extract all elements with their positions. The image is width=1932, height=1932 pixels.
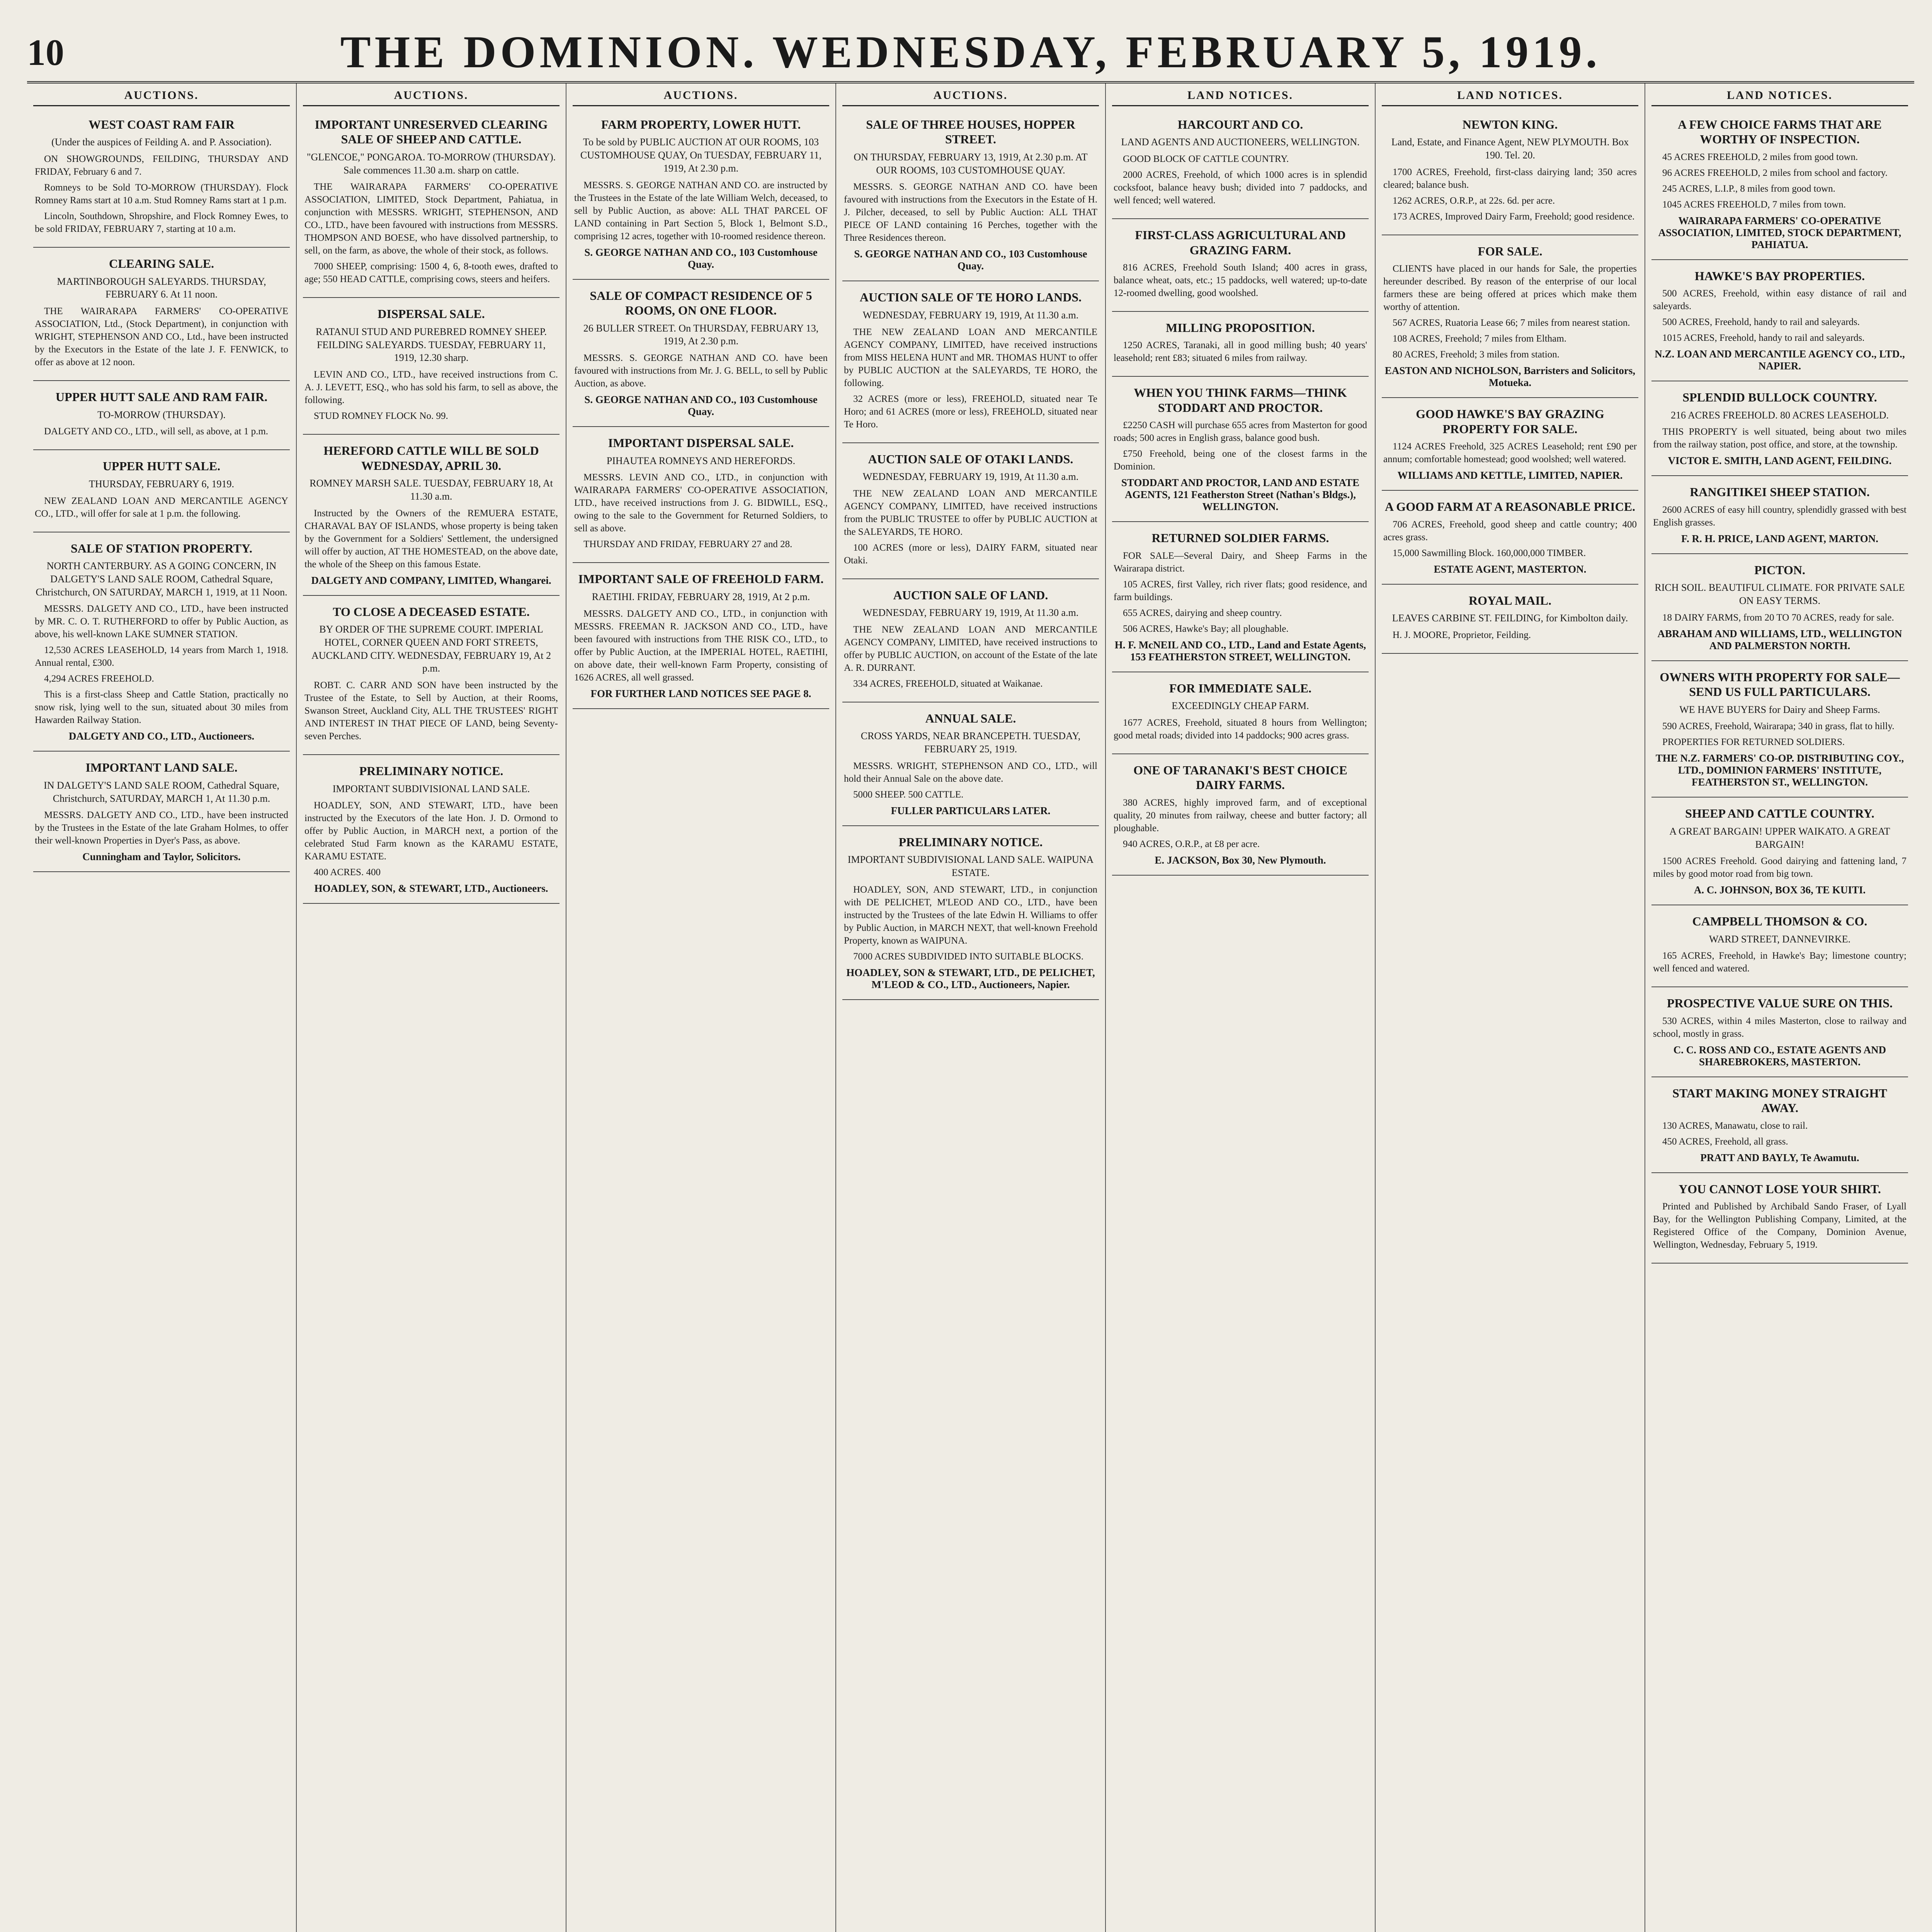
ad-title: IMPORTANT SALE OF FREEHOLD FARM.: [578, 572, 824, 586]
ad-title: GOOD HAWKE'S BAY GRAZING PROPERTY FOR SALE.: [1416, 407, 1604, 436]
ad-title: FOR IMMEDIATE SALE.: [1169, 681, 1312, 695]
ad-title: A GOOD FARM AT A REASONABLE PRICE.: [1384, 500, 1636, 514]
ad-paragraph: 45 ACRES FREEHOLD, 2 miles from good town.: [1662, 151, 1858, 162]
ad-paragraph: 96 ACRES FREEHOLD, 2 miles from school and factory.: [1662, 167, 1888, 178]
ad-paragraph: 500 ACRES, Freehold, within easy distance of rail and saleyards.: [1653, 288, 1906, 312]
ad-body: [844, 180, 1097, 244]
newspaper-title: THE DOMINION. WEDNESDAY, FEBRUARY 5, 1919.: [340, 27, 1601, 77]
ad-title: FIRST-CLASS AGRICULTURAL AND GRAZING FARM.: [1135, 228, 1346, 257]
ad-subtitle: IN DALGETY'S LAND SALE ROOM, Cathedral Square, Christchurch, SATURDAY, MARCH 1, At 11.30 p.m.: [44, 779, 279, 804]
advertisement: [1112, 380, 1369, 522]
ad-body: [574, 471, 828, 551]
advertisement: [1651, 263, 1908, 381]
ad-body: [35, 305, 288, 369]
ad-paragraph: 506 ACRES, Hawke's Bay; all ploughable.: [1123, 623, 1289, 634]
ad-paragraph: STUD ROMNEY FLOCK No. 99.: [314, 411, 448, 422]
column-header: AUCTIONS.: [573, 89, 829, 106]
ad-body: [574, 179, 828, 243]
page-number: 10: [27, 31, 64, 73]
ad-title: SALE OF THREE HOUSES, HOPPER STREET.: [866, 117, 1075, 146]
ad-body: [844, 487, 1097, 567]
ad-paragraph: £2250 CASH will purchase 655 acres from Masterton for good roads; 500 acres in English grass, balance good bush.: [1114, 420, 1367, 444]
ad-body: [574, 352, 828, 390]
ad-paragraph: 530 ACRES, within 4 miles Masterton, close to railway and school, mostly in grass.: [1653, 1015, 1906, 1039]
ad-title: FARM PROPERTY, LOWER HUTT.: [601, 117, 801, 131]
ad-subtitle: MARTINBOROUGH SALEYARDS. THURSDAY, FEBRUARY 6. At 11 noon.: [57, 276, 266, 300]
ad-subtitle: IMPORTANT SUBDIVISIONAL LAND SALE.: [332, 783, 530, 794]
ad-title: HEREFORD CATTLE WILL BE SOLD WEDNESDAY, APRIL 30.: [323, 444, 539, 473]
advertisement: [842, 446, 1099, 579]
ad-body: [1114, 339, 1367, 364]
advertisement: [303, 758, 560, 904]
ad-signature: ABRAHAM AND WILLIAMS, LTD., WELLINGTON AND PALMERSTON NORTH.: [1657, 628, 1902, 651]
ad-subtitle: RICH SOIL. BEAUTIFUL CLIMATE. FOR PRIVATE SALE ON EASY TERMS.: [1655, 582, 1905, 606]
ad-paragraph: THE WAIRARAPA FARMERS' CO-OPERATIVE ASSOCIATION, LIMITED, Stock Department, Pahiatua, in conjunction with MESSRS. WRIGHT, STEPHENSON, AND CO., LTD., have been favoured with instructions from MESSRS. THOMPSON AND BOESE, who have dissolved partnership, to sell, on the farm, as above, the whole of their stock, as follows.: [304, 182, 558, 256]
ad-body: [1653, 151, 1906, 211]
ad-subtitle: EXCEEDINGLY CHEAP FARM.: [1172, 700, 1309, 711]
ad-title: OWNERS WITH PROPERTY FOR SALE—SEND US FULL PARTICULARS.: [1660, 670, 1900, 699]
ad-title: SALE OF STATION PROPERTY.: [70, 541, 253, 555]
ad-paragraph: 2600 ACRES of easy hill country, splendidly grassed with best English grasses.: [1653, 504, 1906, 528]
ad-paragraph: 1500 ACRES Freehold. Good dairying and fattening land, 7 miles by good motor road from big town.: [1653, 856, 1906, 879]
advertisement: [842, 112, 1099, 281]
ad-body: [35, 425, 288, 438]
ad-paragraph: 380 ACRES, highly improved farm, and of exceptional quality, 20 minutes from railway, cheese and butter factory; all ploughable.: [1114, 797, 1367, 833]
ad-paragraph: MESSRS. DALGETY AND CO., LTD., have been instructed by the Trustees in the Estate of the late Graham Holmes, to offer their well-known Properties in Dyer's Pass, as above.: [35, 810, 288, 846]
ad-title: TO CLOSE A DECEASED ESTATE.: [333, 604, 530, 619]
ad-body: [35, 809, 288, 847]
ad-signature: PRATT AND BAYLY, Te Awamutu.: [1700, 1151, 1859, 1163]
ad-paragraph: 7000 SHEEP, comprising: 1500 4, 6, 8-tooth ewes, drafted to age; 550 HEAD CATTLE, comprising cows, steers and heifers.: [304, 261, 558, 285]
ad-body: [1653, 287, 1906, 344]
ad-paragraph: DALGETY AND CO., LTD., will sell, as above, at 1 p.m.: [44, 426, 269, 437]
ad-title: HARCOURT AND CO.: [1177, 117, 1303, 131]
ad-title: PROSPECTIVE VALUE SURE ON THIS.: [1667, 996, 1893, 1010]
ad-paragraph: 15,000 Sawmilling Block. 160,000,000 TIMBER.: [1393, 548, 1586, 558]
ad-body: [35, 153, 288, 235]
column-header: LAND NOTICES.: [1382, 89, 1638, 106]
ad-body: [844, 623, 1097, 690]
ad-paragraph: 334 ACRES, FREEHOLD, situated at Waikanae.: [853, 678, 1043, 689]
advertisement: [1382, 401, 1638, 491]
ad-body: [1653, 425, 1906, 451]
masthead: [27, 23, 1914, 83]
ad-paragraph: MESSRS. DALGETY AND CO., LTD., in conjunction with MESSRS. FREEMAN R. JACKSON AND CO., LTD., have been favoured with instructions from THE RISK CO., LTD., to offer by Public Auction, at the IMPERIAL HOTEL, RAETIHI, on above date, their well-known Farm Property, consisting of 1626 ACRES, all well grassed.: [574, 608, 828, 683]
advertisement: [303, 438, 560, 595]
ad-signature: C. C. ROSS AND CO., ESTATE AGENTS AND SHAREBROKERS, MASTERTON.: [1673, 1044, 1886, 1068]
ad-signature: VICTOR E. SMITH, LAND AGENT, FEILDING.: [1668, 455, 1892, 467]
ad-signature: WILLIAMS AND KETTLE, LIMITED, NAPIER.: [1397, 469, 1623, 481]
ad-signature: S. GEORGE NATHAN AND CO., 103 Customhouse Quay.: [584, 394, 818, 418]
column-3: [566, 83, 836, 1932]
ad-body: [1653, 949, 1906, 975]
ad-paragraph: 590 ACRES, Freehold, Wairarapa; 340 in grass, flat to hilly.: [1662, 721, 1895, 732]
ad-paragraph: MESSRS. S. GEORGE NATHAN AND CO. have been favoured with instructions from Mr. J. G. BELL, to sell by Public Auction, as above.: [574, 353, 828, 389]
ad-title: YOU CANNOT LOSE YOUR SHIRT.: [1679, 1182, 1881, 1196]
ad-signature: Cunningham and Taylor, Solicitors.: [82, 851, 241, 863]
ad-title: PRELIMINARY NOTICE.: [898, 835, 1043, 849]
advertisement: [1112, 315, 1369, 377]
ad-body: [1653, 1015, 1906, 1040]
ad-title: MILLING PROPOSITION.: [1166, 320, 1315, 335]
ad-paragraph: 1045 ACRES FREEHOLD, 7 miles from town.: [1662, 199, 1846, 210]
column-header: AUCTIONS.: [33, 89, 290, 106]
ad-paragraph: 130 ACRES, Manawatu, close to rail.: [1662, 1120, 1808, 1131]
ad-subtitle: 26 BULLER STREET. On THURSDAY, FEBRUARY 13, 1919, At 2.30 p.m.: [583, 322, 819, 347]
column-2: [297, 83, 566, 1932]
advertisement: [842, 284, 1099, 443]
ad-paragraph: 105 ACRES, first Valley, rich river flats; good residence, and farm buildings.: [1114, 579, 1367, 602]
column-4: [836, 83, 1106, 1932]
advertisement: [1651, 1176, 1908, 1264]
ad-signature: THE N.Z. FARMERS' CO-OP. DISTRIBUTING COY., LTD., DOMINION FARMERS' INSTITUTE, FEATHERSTON ST., WELLINGTON.: [1655, 752, 1904, 788]
ad-subtitle: LEAVES CARBINE ST. FEILDING, for Kimbolton daily.: [1392, 612, 1628, 624]
ad-signature: EASTON AND NICHOLSON, Barristers and Solicitors, Motueka.: [1384, 365, 1636, 389]
advertisement: [1651, 801, 1908, 905]
ad-body: [1653, 1200, 1906, 1251]
advertisement: [1651, 384, 1908, 476]
ad-paragraph: 706 ACRES, Freehold, good sheep and cattle country; 400 acres grass.: [1383, 519, 1637, 543]
advertisement: [33, 536, 290, 752]
ad-subtitle: WEDNESDAY, FEBRUARY 19, 1919, At 11.30 a.m.: [862, 471, 1079, 482]
ad-paragraph: HOADLEY, SON, AND STEWART, LTD., have been instructed by the Executors of the late Hon. J. D. Ormond to offer by Public Auction, in MARCH next, a portion of the celebrated Stud Farm known as the KARAMU ESTATE, KARAMU ESTATE.: [304, 800, 558, 862]
ad-title: HAWKE'S BAY PROPERTIES.: [1694, 269, 1865, 283]
ad-subtitle: THURSDAY, FEBRUARY 6, 1919.: [88, 478, 235, 490]
advertisement: [1651, 990, 1908, 1077]
ad-title: NEWTON KING.: [1462, 117, 1558, 131]
ad-title: A FEW CHOICE FARMS THAT ARE WORTHY OF INSPECTION.: [1678, 117, 1882, 146]
ad-signature: F. R. H. PRICE, LAND AGENT, MARTON.: [1681, 532, 1879, 544]
ad-paragraph: MESSRS. DALGETY AND CO., LTD., have been instructed by MR. C. O. T. RUTHERFORD to offer by Public Auction, as above, his well-known LAKE SUMNER STATION.: [35, 604, 288, 640]
ad-title: UPPER HUTT SALE.: [102, 459, 221, 473]
ad-paragraph: Printed and Published by Archibald Sando Fraser, of Lyall Bay, for the Wellington Publishing Company, Limited, at the Registered Office of the Company, Dominion Avenue, Wellington, Wednesday, February 5, 1919.: [1653, 1201, 1906, 1250]
advertisement: [303, 599, 560, 755]
ad-paragraph: 400 ACRES. 400: [314, 867, 381, 878]
ad-paragraph: 5000 SHEEP. 500 CATTLE.: [853, 789, 964, 800]
ad-subtitle: ON THURSDAY, FEBRUARY 13, 1919, At 2.30 p.m. AT OUR ROOMS, 103 CUSTOMHOUSE QUAY.: [854, 151, 1088, 176]
advertisement: [1112, 222, 1369, 312]
ad-signature: A. C. JOHNSON, BOX 36, TE KUITI.: [1694, 884, 1866, 896]
ad-subtitle: WE HAVE BUYERS for Dairy and Sheep Farms.: [1679, 704, 1880, 715]
ad-paragraph: Lincoln, Southdown, Shropshire, and Flock Romney Ewes, to be sold FRIDAY, FEBRUARY 7, starting at 10 a.m.: [35, 211, 288, 235]
ad-signature: ESTATE AGENT, MASTERTON.: [1434, 563, 1587, 575]
ad-signature: FULLER PARTICULARS LATER.: [891, 804, 1051, 816]
ad-subtitle: WEDNESDAY, FEBRUARY 19, 1919, At 11.30 a.m.: [862, 607, 1079, 619]
ad-paragraph: 7000 ACRES SUBDIVIDED INTO SUITABLE BLOCKS.: [853, 951, 1084, 962]
ad-title: WEST COAST RAM FAIR: [88, 117, 235, 131]
ad-signature: HOADLEY, SON, & STEWART, LTD., Auctioneers.: [314, 883, 548, 895]
ad-subtitle: Land, Estate, and Finance Agent, NEW PLYMOUTH. Box 190. Tel. 20.: [1391, 136, 1629, 161]
ad-paragraph: 32 ACRES (more or less), FREEHOLD, situated near Te Horo; and 61 ACRES (more or less), FREEHOLD, situated near Te Horo.: [844, 393, 1097, 430]
ad-paragraph: 245 ACRES, L.I.P., 8 miles from good town.: [1662, 183, 1835, 194]
ad-body: [844, 326, 1097, 431]
ad-signature: N.Z. LOAN AND MERCANTILE AGENCY CO., LTD., NAPIER.: [1655, 348, 1905, 372]
column-header: AUCTIONS.: [303, 89, 560, 106]
ad-subtitle: NORTH CANTERBURY. AS A GOING CONCERN, IN DALGETY'S LAND SALE ROOM, Cathedral Square, Christchurch, ON SATURDAY, MARCH 1, 1919, at 11 Noon.: [36, 560, 287, 598]
advertisement: [33, 755, 290, 872]
ad-subtitle: (Under the auspices of Feilding A. and P. Association).: [51, 136, 272, 148]
ad-signature: FOR FURTHER LAND NOTICES SEE PAGE 8.: [590, 687, 811, 699]
ad-title: PRELIMINARY NOTICE.: [359, 764, 503, 778]
ad-body: [304, 368, 558, 422]
ad-title: RANGITIKEI SHEEP STATION.: [1690, 485, 1870, 499]
ad-signature: STODDART AND PROCTOR, LAND AND ESTATE AGENTS, 121 Featherston Street (Nathan's Bldgs.), WELLINGTON.: [1121, 477, 1360, 513]
column-header: AUCTIONS.: [842, 89, 1099, 106]
ad-body: [1114, 716, 1367, 742]
ad-paragraph: MESSRS. LEVIN AND CO., LTD., in conjunction with WAIRARAPA FARMERS' CO-OPERATIVE ASSOCIATION, LTD., have received instructions from J. G. BIDWILL, ESQ., owing to the sale to the Government for Returned Soldiers, to sell as above.: [574, 472, 828, 534]
ad-paragraph: 1015 ACRES, Freehold, handy to rail and saleyards.: [1662, 333, 1865, 344]
ad-paragraph: H. J. MOORE, Proprietor, Feilding.: [1393, 629, 1531, 640]
ad-body: [1114, 796, 1367, 850]
ad-paragraph: 500 ACRES, Freehold, handy to rail and saleyards.: [1662, 317, 1860, 328]
advertisement: [573, 566, 829, 709]
ad-paragraph: 450 ACRES, Freehold, all grass.: [1662, 1136, 1788, 1147]
advertisement: [1112, 112, 1369, 219]
ad-title: IMPORTANT DISPERSAL SALE.: [608, 436, 794, 450]
advertisement: [303, 301, 560, 435]
ad-paragraph: 1124 ACRES Freehold, 325 ACRES Leasehold; rent £90 per annum; comfortable homestead; good woolshed; well watered.: [1383, 441, 1637, 465]
ad-body: [304, 679, 558, 743]
ad-body: [1653, 503, 1906, 529]
ad-subtitle: WEDNESDAY, FEBRUARY 19, 1919, At 11.30 a.m.: [862, 309, 1079, 321]
ad-title: SHEEP AND CATTLE COUNTRY.: [1685, 806, 1874, 821]
ad-paragraph: 567 ACRES, Ruatoria Lease 66; 7 miles from nearest station.: [1393, 318, 1630, 328]
ad-paragraph: HOADLEY, SON, AND STEWART, LTD., in conjunction with DE PELICHET, M'LEOD AND CO., LTD., have been instructed by the Trustees of the late Edwin H. Williams to offer by Public Auction, in MARCH NEXT, that well-known Freehold Property, known as WAIPUNA.: [844, 884, 1097, 946]
ad-signature: DALGETY AND COMPANY, LIMITED, Whangarei.: [311, 574, 551, 586]
ad-body: [35, 602, 288, 726]
ad-title: SALE OF COMPACT RESIDENCE OF 5 ROOMS, ON ONE FLOOR.: [590, 288, 812, 318]
ad-title: WHEN YOU THINK FARMS—THINK STODDART AND PROCTOR.: [1134, 386, 1347, 415]
ad-body: [1114, 261, 1367, 299]
advertisement: [1112, 525, 1369, 672]
ad-subtitle: BY ORDER OF THE SUPREME COURT. IMPERIAL HOTEL, CORNER QUEEN AND FORT STREETS, AUCKLAND CITY. WEDNESDAY, FEBRUARY 19, At 2 p.m.: [311, 623, 551, 674]
ad-paragraph: MESSRS. S. GEORGE NATHAN AND CO. are instructed by the Trustees in the Estate of the late William Welch, deceased, to sell by Public Auction, as above: ALL THAT PARCEL OF LAND containing in Part Section 5, Block 1, Belmont S.D., comprising 12 acres, together with 10-roomed residence thereon.: [574, 180, 828, 242]
ad-title: CAMPBELL THOMSON & CO.: [1692, 914, 1867, 929]
ad-body: [1653, 1119, 1906, 1148]
ad-paragraph: £750 Freehold, being one of the closest farms in the Dominion.: [1114, 449, 1367, 472]
ad-title: START MAKING MONEY STRAIGHT AWAY.: [1672, 1086, 1887, 1115]
ad-subtitle: IMPORTANT SUBDIVISIONAL LAND SALE. WAIPUNA ESTATE.: [847, 854, 1094, 879]
ad-title: ANNUAL SALE.: [925, 711, 1016, 725]
ad-paragraph: 4,294 ACRES FREEHOLD.: [44, 673, 154, 684]
ad-body: [304, 180, 558, 286]
ad-signature: HOADLEY, SON & STEWART, LTD., DE PELICHET, M'LEOD & CO., LTD., Auctioneers, Napier.: [846, 966, 1095, 990]
advertisement: [1651, 479, 1908, 554]
ad-signature: E. JACKSON, Box 30, New Plymouth.: [1155, 854, 1326, 866]
column-5: [1106, 83, 1376, 1932]
ad-title: SPLENDID BULLOCK COUNTRY.: [1682, 390, 1877, 405]
ad-body: [35, 495, 288, 520]
column-6: [1376, 83, 1645, 1932]
ad-title: ONE OF TARANAKI'S BEST CHOICE DAIRY FARMS.: [1133, 763, 1347, 792]
ad-body: [844, 760, 1097, 801]
ad-title: CLEARING SALE.: [109, 257, 214, 271]
ad-body: [1114, 153, 1367, 207]
ad-paragraph: 100 ACRES (more or less), DAIRY FARM, situated near Otaki.: [844, 542, 1097, 566]
ad-body: [304, 799, 558, 879]
advertisement: [1382, 112, 1638, 235]
advertisement: [33, 453, 290, 532]
advertisement: [1651, 557, 1908, 661]
ad-body: [1383, 518, 1637, 560]
advertisement: [33, 112, 290, 248]
ad-title: AUCTION SALE OF OTAKI LANDS.: [868, 452, 1073, 466]
ad-paragraph: CLIENTS have placed in our hands for Sale, the properties hereunder described. By reason of the enterprise of our local farmers these are being offered at prices which make them worthy of attention.: [1383, 264, 1637, 313]
ad-paragraph: 1250 ACRES, Taranaki, all in good milling bush; 40 years' leasehold; rent £83; situated 6 miles from railway.: [1114, 340, 1367, 364]
ad-paragraph: 108 ACRES, Freehold; 7 miles from Eltham.: [1393, 333, 1566, 344]
ad-title: PICTON.: [1754, 563, 1805, 577]
ad-subtitle: ROMNEY MARSH SALE. TUESDAY, FEBRUARY 18, At 11.30 a.m.: [310, 477, 553, 502]
ad-body: [844, 883, 1097, 963]
ad-paragraph: 1700 ACRES, Freehold, first-class dairying land; 350 acres cleared; balance bush.: [1383, 167, 1637, 190]
ad-signature: WAIRARAPA FARMERS' CO-OPERATIVE ASSOCIATION, LIMITED, STOCK DEPARTMENT, PAHIATUA.: [1658, 214, 1901, 250]
advertisement: [573, 112, 829, 280]
ad-paragraph: 655 ACRES, dairying and sheep country.: [1123, 607, 1282, 618]
ad-body: [1383, 629, 1637, 641]
ad-paragraph: THE NEW ZEALAND LOAN AND MERCANTILE AGENCY COMPANY, LIMITED, have received instructions from MISS HELENA HUNT and MR. THOMAS HUNT to offer by PUBLIC AUCTION at the SALEYARDS, TE HORO, the following.: [844, 327, 1097, 388]
column-1: [27, 83, 297, 1932]
ad-paragraph: FOR SALE—Several Dairy, and Sheep Farms in the Wairarapa district.: [1114, 550, 1367, 574]
ad-signature: DALGETY AND CO., LTD., Auctioneers.: [68, 730, 255, 742]
ad-title: IMPORTANT UNRESERVED CLEARING SALE OF SHEEP AND CATTLE.: [315, 117, 548, 146]
advertisement: [1382, 494, 1638, 584]
ad-signature: S. GEORGE NATHAN AND CO., 103 Customhouse Quay.: [854, 248, 1087, 272]
ad-paragraph: THE WAIRARAPA FARMERS' CO-OPERATIVE ASSOCIATION, Ltd., (Stock Department), in conjunction with WRIGHT, STEPHENSON AND CO., Ltd., have been instructed by the Executors in the Estate of the late J. F. FENWICK, to offer as above at 12 noon.: [35, 306, 288, 368]
ad-paragraph: 165 ACRES, Freehold, in Hawke's Bay; limestone country; well fenced and watered.: [1653, 951, 1906, 974]
advertisement: [842, 582, 1099, 702]
ad-signature: H. F. McNEIL AND CO., LTD., Land and Estate Agents, 153 FEATHERSTON STREET, WELLINGTON.: [1114, 639, 1366, 663]
ad-paragraph: THURSDAY AND FRIDAY, FEBRUARY 27 and 28.: [583, 539, 793, 550]
ad-paragraph: GOOD BLOCK OF CATTLE COUNTRY.: [1123, 154, 1289, 165]
ad-body: [1383, 262, 1637, 361]
ad-body: [1114, 419, 1367, 473]
ad-title: IMPORTANT LAND SALE.: [85, 760, 238, 775]
ad-paragraph: This is a first-class Sheep and Cattle Station, practically no snow risk, lying well to the sun, situated about 30 miles from Hawarden Railway Station.: [35, 689, 288, 726]
column-header: LAND NOTICES.: [1112, 89, 1369, 106]
ad-subtitle: RATANUI STUD AND PUREBRED ROMNEY SHEEP. FEILDING SALEYARDS. TUESDAY, FEBRUARY 11, 1919, 12.30 sharp.: [316, 326, 547, 364]
advertisement: [1382, 238, 1638, 398]
ad-body: [304, 507, 558, 571]
ad-title: AUCTION SALE OF TE HORO LANDS.: [859, 290, 1082, 304]
ad-body: [1653, 720, 1906, 748]
ad-paragraph: 12,530 ACRES LEASEHOLD, 14 years from March 1, 1918. Annual rental, £300.: [35, 645, 288, 668]
ad-subtitle: To be sold by PUBLIC AUCTION AT OUR ROOMS, 103 CUSTOMHOUSE QUAY, On TUESDAY, FEBRUARY 11, 1919, At 2.30 p.m.: [580, 136, 822, 174]
ad-paragraph: 173 ACRES, Improved Dairy Farm, Freehold; good residence.: [1393, 211, 1635, 222]
ad-paragraph: 1677 ACRES, Freehold, situated 8 hours from Wellington; good metal roads; divided into 14 paddocks; 900 acres grass.: [1114, 717, 1367, 741]
ad-subtitle: TO-MORROW (THURSDAY).: [97, 409, 226, 420]
advertisement: [33, 384, 290, 450]
ad-subtitle: CROSS YARDS, NEAR BRANCEPETH. TUESDAY, FEBRUARY 25, 1919.: [861, 730, 1081, 755]
advertisement: [303, 112, 560, 298]
ad-subtitle: 216 ACRES FREEHOLD. 80 ACRES LEASEHOLD.: [1670, 409, 1889, 421]
ad-paragraph: 940 ACRES, O.R.P., at £8 per acre.: [1123, 838, 1260, 849]
column-7: [1645, 83, 1914, 1932]
advertisement: [1651, 908, 1908, 987]
ad-title: ROYAL MAIL.: [1469, 593, 1551, 607]
ad-body: [574, 607, 828, 684]
advertisement: [1382, 588, 1638, 654]
ad-subtitle: RAETIHI. FRIDAY, FEBRUARY 28, 1919, At 2 p.m.: [592, 591, 810, 602]
ad-paragraph: ROBT. C. CARR AND SON have been instructed by the Trustee of the Estate, to Sell by Auction, at their Rooms, Swanson Street, Auckland City, ALL THE TRUSTEES' RIGHT AND INTEREST IN THAT PIECE OF LAND, being Seventy-seven Perches.: [304, 680, 558, 742]
ad-paragraph: THIS PROPERTY is well situated, being about two miles from the railway station, post office, and store, at the township.: [1653, 427, 1906, 450]
ad-title: DISPERSAL SALE.: [378, 307, 485, 321]
ad-paragraph: Instructed by the Owners of the REMUERA ESTATE, CHARAVAL BAY OF ISLANDS, whose property is being taken by the Government for a Soldiers' Settlement, the undersigned will offer by auction, AT THE HOMESTEAD, on the above date, the whole of the Sheep on this famous Estate.: [304, 508, 558, 570]
ad-paragraph: 816 ACRES, Freehold South Island; 400 acres in grass, balance wheat, oats, etc.; 15 paddocks, well watered; up-to-date 12-roomed dwelling, good woolshed.: [1114, 262, 1367, 298]
column-header: LAND NOTICES.: [1651, 89, 1908, 106]
ad-title: FOR SALE.: [1478, 244, 1543, 258]
advertisement: [33, 251, 290, 381]
ad-paragraph: MESSRS. S. GEORGE NATHAN AND CO. have been favoured with instructions from the Executors in the Estate of H. J. Pilcher, deceased, to sell by Public Auction: ALL THAT PIECE OF LAND containing 16 Perches, together with the Three Residences thereon.: [844, 182, 1097, 243]
ad-paragraph: 80 ACRES, Freehold; 3 miles from station.: [1393, 349, 1560, 360]
advertisement: [842, 706, 1099, 826]
ad-paragraph: LEVIN AND CO., LTD., have received instructions from C. A. J. LEVETT, ESQ., who has sold his farm, to sell as above, the following.: [304, 369, 558, 406]
advertisement: [842, 829, 1099, 1000]
ad-paragraph: THE NEW ZEALAND LOAN AND MERCANTILE AGENCY COMPANY, LIMITED, have received instructions from the PUBLIC TRUSTEE to offer by PUBLIC AUCTION at the SALEYARDS, TE HORO.: [844, 488, 1097, 537]
advertisement: [573, 283, 829, 427]
advertisement: [1112, 675, 1369, 754]
ad-subtitle: LAND AGENTS AND AUCTIONEERS, WELLINGTON.: [1121, 136, 1360, 148]
ad-paragraph: 1262 ACRES, O.R.P., at 22s. 6d. per acre.: [1393, 195, 1555, 206]
ad-body: [1114, 549, 1367, 635]
column-container: [27, 83, 1914, 1932]
ad-paragraph: 2000 ACRES, Freehold, of which 1000 acres is in splendid cocksfoot, balance heavy bush; divided into 7 paddocks, and well fenced; well watered.: [1114, 170, 1367, 206]
ad-body: [1653, 855, 1906, 880]
ad-subtitle: WARD STREET, DANNEVIRKE.: [1709, 933, 1851, 945]
ad-paragraph: ON SHOWGROUNDS, FEILDING, THURSDAY AND FRIDAY, February 6 and 7.: [35, 154, 288, 177]
ad-paragraph: 18 DAIRY FARMS, from 20 TO 70 ACRES, ready for sale.: [1662, 612, 1894, 623]
ad-paragraph: Romneys to be Sold TO-MORROW (THURSDAY). Flock Romney Rams start at 10 a.m. Stud Romney Rams start at 1 p.m.: [35, 182, 288, 206]
ad-body: [1653, 611, 1906, 624]
ad-title: UPPER HUTT SALE AND RAM FAIR.: [55, 390, 268, 404]
ad-paragraph: PROPERTIES FOR RETURNED SOLDIERS.: [1662, 737, 1845, 748]
ad-subtitle: PIHAUTEA ROMNEYS AND HEREFORDS.: [606, 455, 796, 466]
ad-paragraph: NEW ZEALAND LOAN AND MERCANTILE AGENCY CO., LTD., will offer for sale at 1 p.m. the following.: [35, 495, 288, 519]
ad-paragraph: MESSRS. WRIGHT, STEPHENSON AND CO., LTD., will hold their Annual Sale on the above date.: [844, 760, 1097, 784]
advertisement: [1651, 664, 1908, 798]
ad-signature: S. GEORGE NATHAN AND CO., 103 Customhouse Quay.: [584, 246, 818, 270]
ad-subtitle: A GREAT BARGAIN! UPPER WAIKATO. A GREAT BARGAIN!: [1669, 825, 1890, 850]
ad-title: AUCTION SALE OF LAND.: [893, 588, 1048, 602]
ad-body: [1383, 440, 1637, 466]
ad-subtitle: "GLENCOE," PONGAROA. TO-MORROW (THURSDAY). Sale commences 11.30 a.m. sharp on cattle.: [306, 151, 556, 176]
advertisement: [1651, 112, 1908, 260]
advertisement: [1112, 757, 1369, 876]
advertisement: [573, 430, 829, 563]
ad-paragraph: THE NEW ZEALAND LOAN AND MERCANTILE AGENCY COMPANY, LIMITED, have received instructions to offer by PUBLIC AUCTION, on account of the Estate of the late A. R. DURRANT.: [844, 624, 1097, 673]
advertisement: [1651, 1080, 1908, 1173]
ad-body: [1383, 166, 1637, 223]
ad-title: RETURNED SOLDIER FARMS.: [1151, 531, 1329, 545]
